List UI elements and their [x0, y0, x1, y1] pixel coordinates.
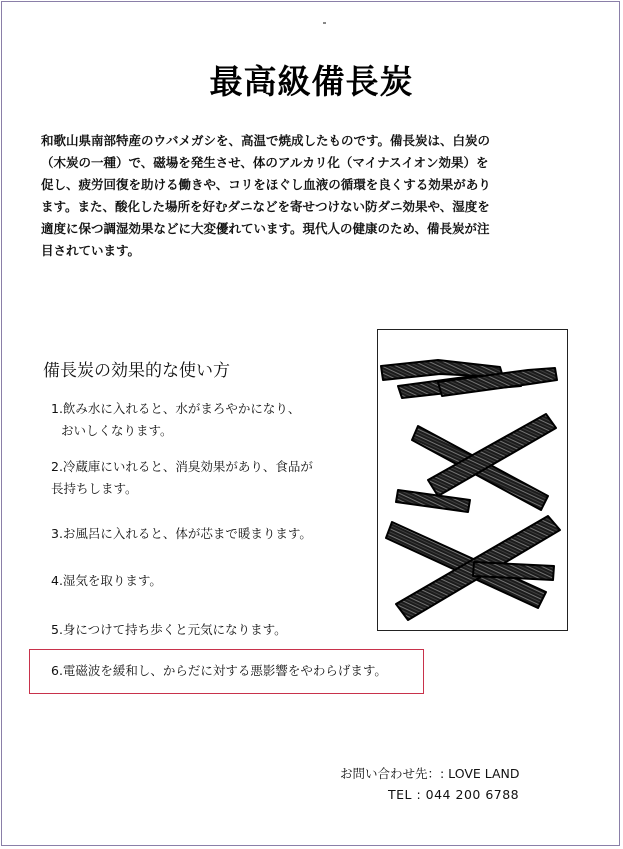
use-item-text: 1.飲み水に入れると、水がまろやかになり、 — [51, 401, 301, 416]
use-item-text-cont: おいしくなります。 — [61, 423, 173, 438]
intro-paragraph — [41, 130, 586, 262]
scan-speck — [323, 22, 326, 24]
use-item-text: 5.身につけて持ち歩くと元気になります。 — [51, 622, 287, 637]
intro-line: 和歌山県南部特産のウバメガシを、高温で焼成したものです。備長炭は、白炭の — [41, 133, 491, 148]
intro-line: 促し、疲労回復を助ける働きや、コリをほぐし血液の循環を良くする効果があり — [41, 177, 491, 192]
highlight-box — [29, 649, 424, 694]
use-item-4 — [51, 570, 162, 592]
contact-label: お問い合わせ先：: LOVE LAND — [340, 766, 520, 781]
intro-line: ます。また、酸化した場所を好むダニなどを寄せつけない防ダニ効果や、湿度を — [41, 199, 490, 214]
charcoal-sticks-image — [378, 330, 567, 630]
page-title: 最高級備長炭 — [209, 62, 414, 101]
use-item-5 — [51, 619, 287, 641]
use-item-text: 2.冷蔵庫にいれると、消臭効果があり、食品が — [51, 459, 313, 474]
use-item-2 — [51, 456, 313, 500]
charcoal-photo — [377, 329, 568, 631]
use-item-text: 3.お風呂に入れると、体が芯まで暖まります。 — [51, 526, 312, 541]
use-item-text: 4.湿気を取ります。 — [51, 573, 162, 588]
use-item-text-cont: 長持ちします。 — [51, 481, 138, 496]
use-item-3 — [51, 523, 312, 545]
intro-line: 適度に保つ調湿効果などに大変優れています。現代人の健康のため、備長炭が注 — [41, 221, 490, 236]
use-item-1 — [51, 398, 300, 442]
use-item-text: 6.電磁波を緩和し、からだに対する悪影響をやわらげます。 — [51, 663, 387, 678]
uses-heading: 備長炭の効果的な使い方 — [43, 361, 230, 381]
intro-line: （木炭の一種）で、磁場を発生させ、体のアルカリ化（マイナスイオン効果）を — [41, 155, 489, 170]
contact-tel: TEL : 044 200 6788 — [388, 787, 520, 802]
intro-line: 目されています。 — [41, 243, 141, 258]
